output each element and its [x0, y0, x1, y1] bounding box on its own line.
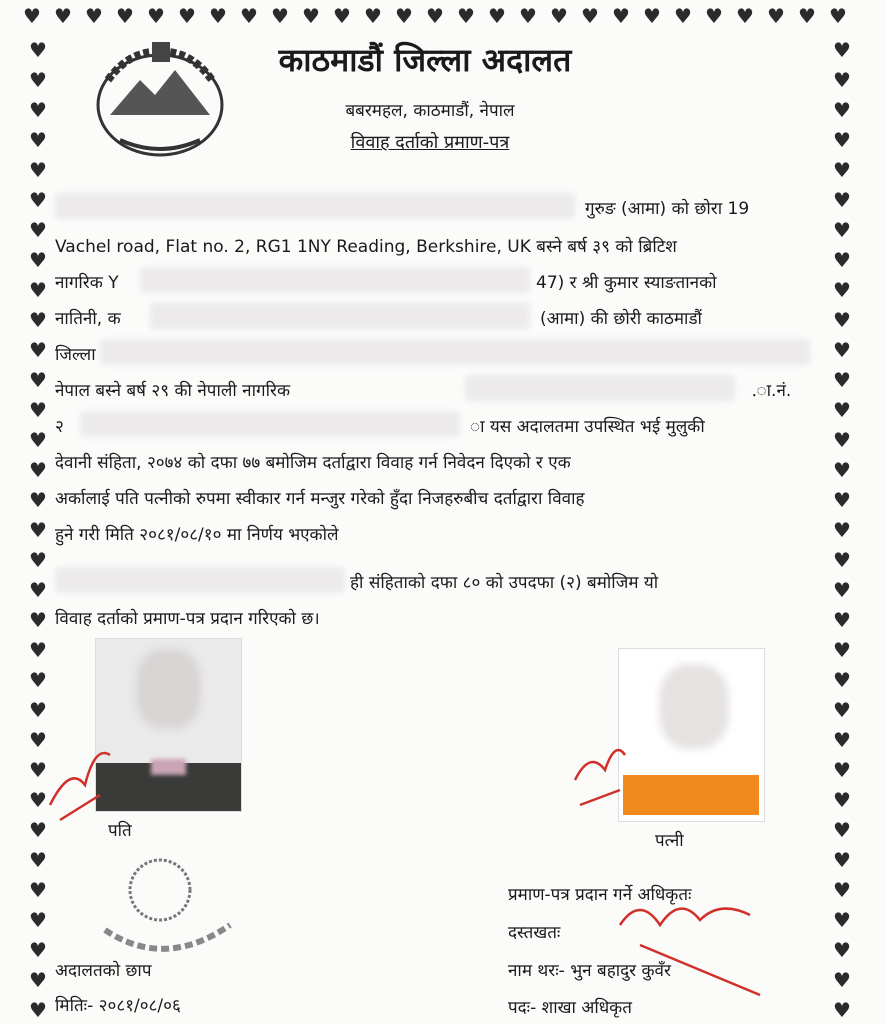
heart-border-icon: ♥ — [29, 698, 47, 722]
authority-signature-icon — [600, 885, 770, 1005]
body-line: देवानी संहिता, २०७४ को दफा ७७ बमोजिम दर्ताद्वारा विवाह गर्न निवेदन दिएको र एक — [55, 453, 571, 473]
heart-border-icon: ♥ — [29, 488, 47, 512]
redaction — [100, 339, 810, 365]
heart-border-icon: ♥ — [833, 98, 851, 122]
heart-border-icon: ♥ — [833, 818, 851, 842]
heart-border-icon: ♥ — [767, 4, 785, 28]
heart-border-icon: ♥ — [833, 758, 851, 782]
heart-border-icon: ♥ — [833, 548, 851, 572]
heart-border-icon: ♥ — [674, 4, 692, 28]
heart-border-icon: ♥ — [29, 638, 47, 662]
husband-signature-icon — [40, 725, 130, 825]
heart-border-icon: ♥ — [29, 548, 47, 572]
husband-label: पति — [108, 821, 132, 841]
court-title: काठमाडौं जिल्ला अदालत — [278, 41, 572, 79]
certificate-title: विवाह दर्ताको प्रमाण-पत्र — [350, 132, 510, 153]
heart-border-icon: ♥ — [833, 158, 851, 182]
heart-border-icon: ♥ — [29, 398, 47, 422]
body-line: ा यस अदालतमा उपस्थित भई मुलुकी — [470, 417, 705, 437]
authority-title: प्रमाण-पत्र प्रदान गर्ने अधिकृतः — [508, 885, 692, 905]
body-line: नेपाल बस्ने बर्ष २९ की नेपाली नागरिक — [55, 381, 290, 401]
body-line: 47) र श्री कुमार स्याङतानको — [536, 273, 717, 293]
heart-border-icon: ♥ — [29, 608, 47, 632]
heart-border-icon: ♥ — [833, 248, 851, 272]
heart-border-icon: ♥ — [240, 4, 258, 28]
heart-border-icon: ♥ — [147, 4, 165, 28]
heart-border-icon: ♥ — [29, 758, 47, 782]
heart-border-icon: ♥ — [29, 158, 47, 182]
heart-border-icon: ♥ — [550, 4, 568, 28]
redaction — [55, 193, 575, 219]
heart-border-icon: ♥ — [833, 788, 851, 812]
court-seal-label: अदालतको छाप — [55, 961, 152, 981]
body-line: नागरिक Y — [55, 273, 119, 293]
heart-border-icon: ♥ — [833, 338, 851, 362]
heart-border-icon: ♥ — [29, 968, 47, 992]
body-line: हुने गरी मिति २०८१/०८/१० मा निर्णय भएकोले — [55, 525, 339, 545]
heart-border-icon: ♥ — [29, 728, 47, 752]
wife-signature-icon — [565, 720, 645, 820]
heart-border-icon: ♥ — [705, 4, 723, 28]
heart-border-icon: ♥ — [29, 668, 47, 692]
heart-border-icon: ♥ — [833, 428, 851, 452]
heart-border-icon: ♥ — [54, 4, 72, 28]
heart-border-icon: ♥ — [457, 4, 475, 28]
heart-border-icon: ♥ — [29, 38, 47, 62]
heart-border-icon: ♥ — [29, 938, 47, 962]
heart-border-icon: ♥ — [29, 818, 47, 842]
body-line: Vachel road, Flat no. 2, RG1 1NY Reading, Berkshire, UK बस्ने बर्ष ३९ को ब्रिटिश — [55, 237, 677, 257]
heart-border-icon: ♥ — [833, 518, 851, 542]
body-line: ही संहिताको दफा ८० को उपदफा (२) बमोजिम यो — [350, 573, 659, 593]
heart-border-icon: ♥ — [29, 428, 47, 452]
body-line: २ — [55, 417, 64, 437]
heart-border-icon: ♥ — [29, 908, 47, 932]
authority-name: नाम थरः- भुन बहादुर कुवँर — [508, 961, 671, 981]
heart-border-icon: ♥ — [833, 218, 851, 242]
redaction — [150, 303, 530, 329]
heart-border-icon: ♥ — [29, 218, 47, 242]
redaction — [140, 267, 530, 293]
signature-label: दस्तखतः — [508, 923, 561, 943]
court-address: बबरमहल, काठमाडौं, नेपाल — [345, 101, 515, 121]
heart-border-icon: ♥ — [833, 38, 851, 62]
heart-border-icon: ♥ — [29, 848, 47, 872]
heart-border-icon: ♥ — [833, 938, 851, 962]
heart-border-icon: ♥ — [29, 338, 47, 362]
heart-border-icon: ♥ — [829, 4, 847, 28]
heart-border-icon: ♥ — [833, 278, 851, 302]
heart-border-icon: ♥ — [395, 4, 413, 28]
heart-border-icon: ♥ — [833, 458, 851, 482]
heart-border-icon: ♥ — [29, 308, 47, 332]
heart-border-icon: ♥ — [736, 4, 754, 28]
heart-border-icon: ♥ — [833, 878, 851, 902]
heart-border-icon: ♥ — [643, 4, 661, 28]
heart-border-icon: ♥ — [833, 398, 851, 422]
heart-border-icon: ♥ — [488, 4, 506, 28]
heart-border-icon: ♥ — [29, 518, 47, 542]
heart-border-icon: ♥ — [23, 4, 41, 28]
redaction — [55, 567, 345, 593]
heart-border-icon: ♥ — [116, 4, 134, 28]
heart-border-icon: ♥ — [29, 248, 47, 272]
body-line: जिल्ला — [55, 345, 96, 365]
heart-border-icon: ♥ — [833, 998, 851, 1022]
heart-border-icon: ♥ — [833, 128, 851, 152]
heart-border-icon: ♥ — [271, 4, 289, 28]
heart-border-icon: ♥ — [833, 968, 851, 992]
heart-border-icon: ♥ — [519, 4, 537, 28]
body-line: (आमा) की छोरी काठमाडौं — [540, 309, 702, 329]
body-line: .ा.नं. — [752, 381, 792, 401]
body-line: गुरुङ (आमा) को छोरा 19 — [585, 199, 750, 219]
heart-border-icon: ♥ — [426, 4, 444, 28]
heart-border-icon: ♥ — [581, 4, 599, 28]
body-line: विवाह दर्ताको प्रमाण-पत्र प्रदान गरिएको छ। — [55, 609, 320, 629]
body-line: अर्कालाई पति पत्नीको रुपमा स्वीकार गर्न मन्जुर गरेको हुँदा निजहरुबीच दर्ताद्वारा विवाह — [55, 489, 585, 509]
heart-border-icon: ♥ — [364, 4, 382, 28]
heart-border-icon: ♥ — [302, 4, 320, 28]
heart-border-icon: ♥ — [209, 4, 227, 28]
heart-border-icon: ♥ — [29, 128, 47, 152]
heart-border-icon: ♥ — [29, 188, 47, 212]
nepal-emblem-icon — [90, 40, 230, 160]
heart-border-icon: ♥ — [833, 698, 851, 722]
authority-post: पदः- शाखा अधिकृत — [508, 998, 632, 1018]
heart-border-icon: ♥ — [833, 848, 851, 872]
heart-border-icon: ♥ — [29, 68, 47, 92]
heart-border-icon: ♥ — [29, 368, 47, 392]
heart-border-icon: ♥ — [29, 578, 47, 602]
heart-border-icon: ♥ — [833, 308, 851, 332]
heart-border-icon: ♥ — [833, 578, 851, 602]
heart-border-icon: ♥ — [178, 4, 196, 28]
heart-border-icon: ♥ — [29, 878, 47, 902]
heart-border-icon: ♥ — [833, 638, 851, 662]
heart-border-icon: ♥ — [833, 368, 851, 392]
heart-border-icon: ♥ — [29, 998, 47, 1022]
heart-border-icon: ♥ — [29, 788, 47, 812]
heart-border-icon: ♥ — [833, 908, 851, 932]
heart-border-icon: ♥ — [833, 728, 851, 752]
heart-border-icon: ♥ — [798, 4, 816, 28]
heart-border-icon: ♥ — [29, 98, 47, 122]
heart-border-icon: ♥ — [333, 4, 351, 28]
heart-border-icon: ♥ — [833, 608, 851, 632]
body-line: नातिनी, क — [55, 309, 121, 329]
heart-border-icon: ♥ — [833, 188, 851, 212]
redaction — [80, 411, 460, 437]
heart-border-icon: ♥ — [85, 4, 103, 28]
court-seal-icon — [95, 850, 235, 960]
redaction — [465, 375, 735, 401]
heart-border-icon: ♥ — [29, 458, 47, 482]
heart-border-icon: ♥ — [833, 668, 851, 692]
court-date: मितिः- २०८१/०८/०६ — [55, 996, 181, 1016]
heart-border-icon: ♥ — [612, 4, 630, 28]
heart-border-icon: ♥ — [833, 68, 851, 92]
heart-border-icon: ♥ — [29, 278, 47, 302]
wife-label: पत्नी — [655, 831, 684, 851]
heart-border-icon: ♥ — [833, 488, 851, 512]
